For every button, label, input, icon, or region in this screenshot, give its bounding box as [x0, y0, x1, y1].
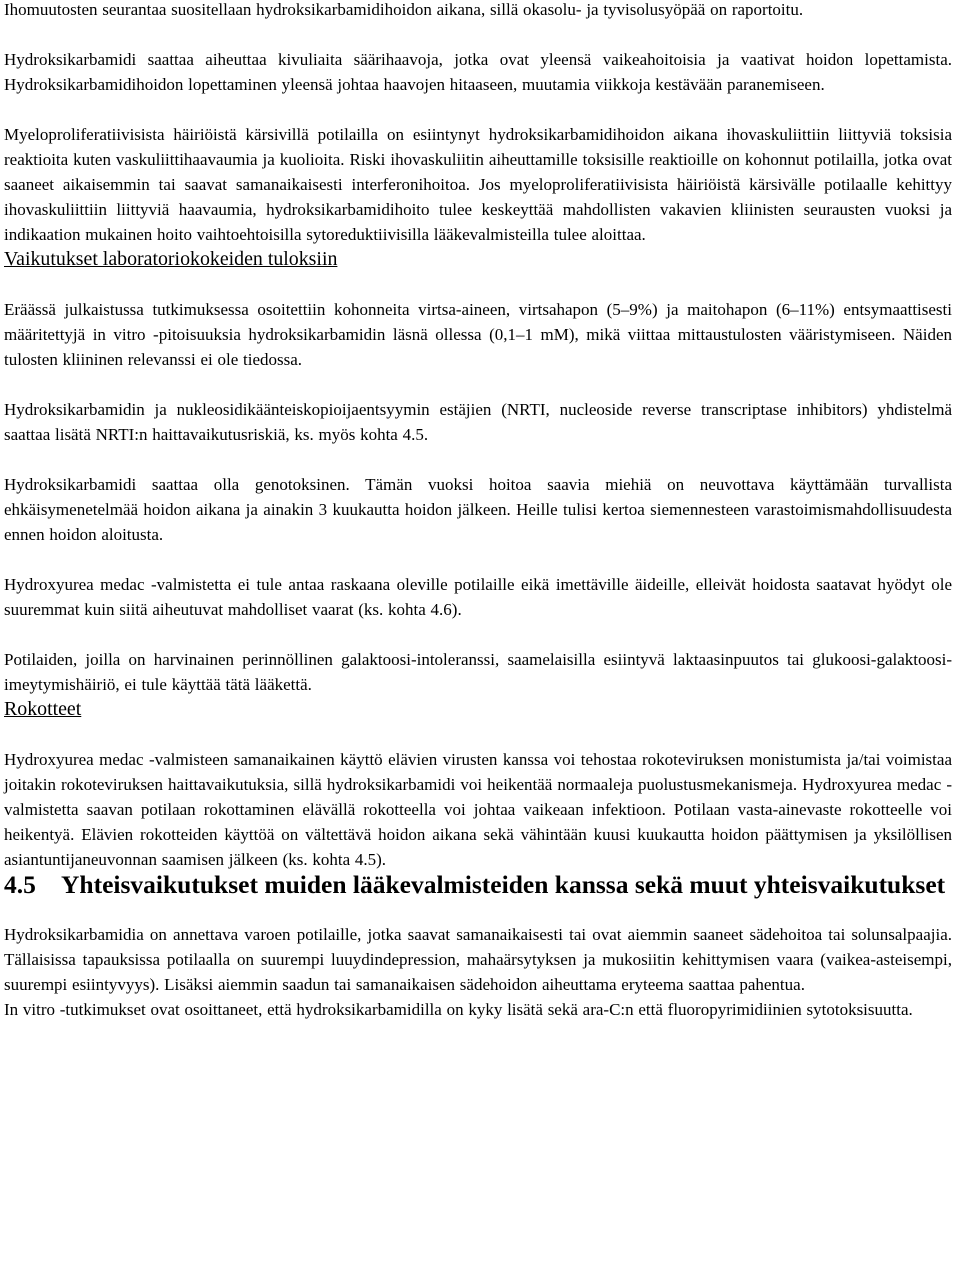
section-4-5-heading	[4, 872, 952, 897]
paragraph-skin-monitoring: Ihomuutosten seurantaa suositellaan hydroksikarbamidihoidon aikana, sillä okasolu- ja tyvisolusyöpää on raportoitu.	[4, 0, 804, 19]
paragraph-pregnancy: Hydroxyurea medac -valmistetta ei tule antaa raskaana oleville potilaille eikä imettäville äideille, elleivät hoidosta saatavat hyödyt ole suuremmat kuin siitä aiheutuvat mahdolliset vaarat (ks. kohta 4.6).	[4, 575, 952, 619]
paragraph-lab-interference: Eräässä julkaistussa tutkimuksessa osoitettiin kohonneita virtsa-aineen, virtsahapon (5–9%) ja maitohapon (6–11%) entsymaattisesti määritettyjä in vitro -pitoisuuksia hydroksikarbamidin läsnä ollessa (0,1–1 mM), mikä viittaa mittaustulosten vääristymiseen. Näiden tulosten kliininen relevanssi ei ole tiedossa.	[4, 300, 952, 369]
paragraph-genotoxicity: Hydroksikarbamidi saattaa olla genotoksinen. Tämän vuoksi hoitoa saavia miehiä on neuvottava käyttämään turvallista ehkäisymenetelmää hoidon aikana ja ainakin 3 kuukautta hoidon jälkeen. Heille tulisi kertoa siemennesteen varastoimismahdollisuudesta ennen hoidon aloitusta.	[4, 475, 952, 544]
paragraph-live-vaccines: Hydroxyurea medac -valmisteen samanaikainen käyttö elävien virusten kanssa voi tehostaa rokoteviruksen monistumista ja/tai voimistaa joitakin rokoteviruksen haittavaikutuksia, sillä hydroksikarbamidi voi heikentää normaaleja puolustusmekanismeja. Hydroxyurea medac -valmistetta saavan potilaan rokottaminen elävällä rokotteella voi johtaa vaikeaan infektioon. Potilaan vasta-ainevaste rokotteelle voi heikentyä. Elävien rokotteiden käyttöä on vältettävä hoidon aikana sekä vähintään kuusi kuukautta hoidon päättymisen ja yksilöllisen asiantuntijaneuvonnan saamisen jälkeen (ks. kohta 4.5).	[4, 750, 952, 869]
section-title: Yhteisvaikutukset muiden lääkevalmisteiden kanssa sekä muut yhteisvaikutukset	[61, 870, 946, 899]
paragraph-galactose-intolerance: Potilaiden, joilla on harvinainen perinnöllinen galaktoosi-intoleranssi, saamelaisilla esiintyvä laktaasinpuutos tai glukoosi-galaktoosi-imeytymishäiriö, ei tule käyttää tätä lääkettä.	[4, 650, 952, 694]
lab-tests-heading: Vaikutukset laboratoriokokeiden tuloksiin	[4, 248, 338, 270]
paragraph-leg-ulcers: Hydroksikarbamidi saattaa aiheuttaa kivuliaita säärihaavoja, jotka ovat yleensä vaikeahoitoisia ja vaativat hoidon lopettamista. Hydroksikarbamidihoidon lopettaminen yleensä johtaa haavojen hitaaseen, muutamia viikkoja kestävään paranemiseen.	[4, 50, 952, 94]
paragraph-nrti-combination: Hydroksikarbamidin ja nukleosidikäänteiskopioijaentsyymin estäjien (NRTI, nucleoside reverse transcriptase inhibitors) yhdistelmä saattaa lisätä NRTI:n haittavaikutusriskiä, ks. myös kohta 4.5.	[4, 400, 952, 444]
paragraph-cutaneous-vasculitis: Myeloproliferatiivisista häiriöistä kärsivillä potilailla on esiintynyt hydroksikarbamidihoidon aikana ihovaskuliittiin liittyviä toksisia reaktioita kuten vaskuliittihaavaumia ja kuolioita. Riski ihovaskuliitin aiheuttamille toksisille reaktioille on kohonnut potilailla, jotka ovat saaneet aikaisemmin tai saavat samanaikaisesti interferonihoitoa. Jos myeloproliferatiivisista häiriöistä kärsivälle potilaalle kehittyy ihovaskuliittiin liittyviä haavaumia, hydroksikarbamidihoito tulee keskeyttää mahdollisten vakavien kliinisten seurausten vuoksi ja indikaation mukainen hoito vaihtoehtoisilla sytoreduktiivisilla lääkevalmisteilla tulee aloittaa.	[4, 125, 952, 244]
document-page	[4, 0, 952, 1022]
paragraph-in-vitro-studies: In vitro -tutkimukset ovat osoittaneet, että hydroksikarbamidilla on kyky lisätä sekä ara-C:n että fluoropyrimidiinien sytotoksisuutta.	[4, 1000, 913, 1019]
section-number: 4.5	[4, 870, 36, 899]
paragraph-radiotherapy-interaction: Hydroksikarbamidia on annettava varoen potilaille, jotka saavat samanaikaisesti tai ovat aiemmin saaneet sädehoitoa tai solunsalpaajia. Tällaisissa tapauksissa potilaalla on suurempi luuydindepression, mahaärsytyksen ja mukosiitin kehittymisen vaara (vaikea-asteisempi, suurempi esiintyvyys). Lisäksi aiemmin saadun tai samanaikaisen sädehoidon aiheuttama eryteema saattaa pahentua.	[4, 925, 952, 994]
vaccines-heading: Rokotteet	[4, 698, 82, 720]
